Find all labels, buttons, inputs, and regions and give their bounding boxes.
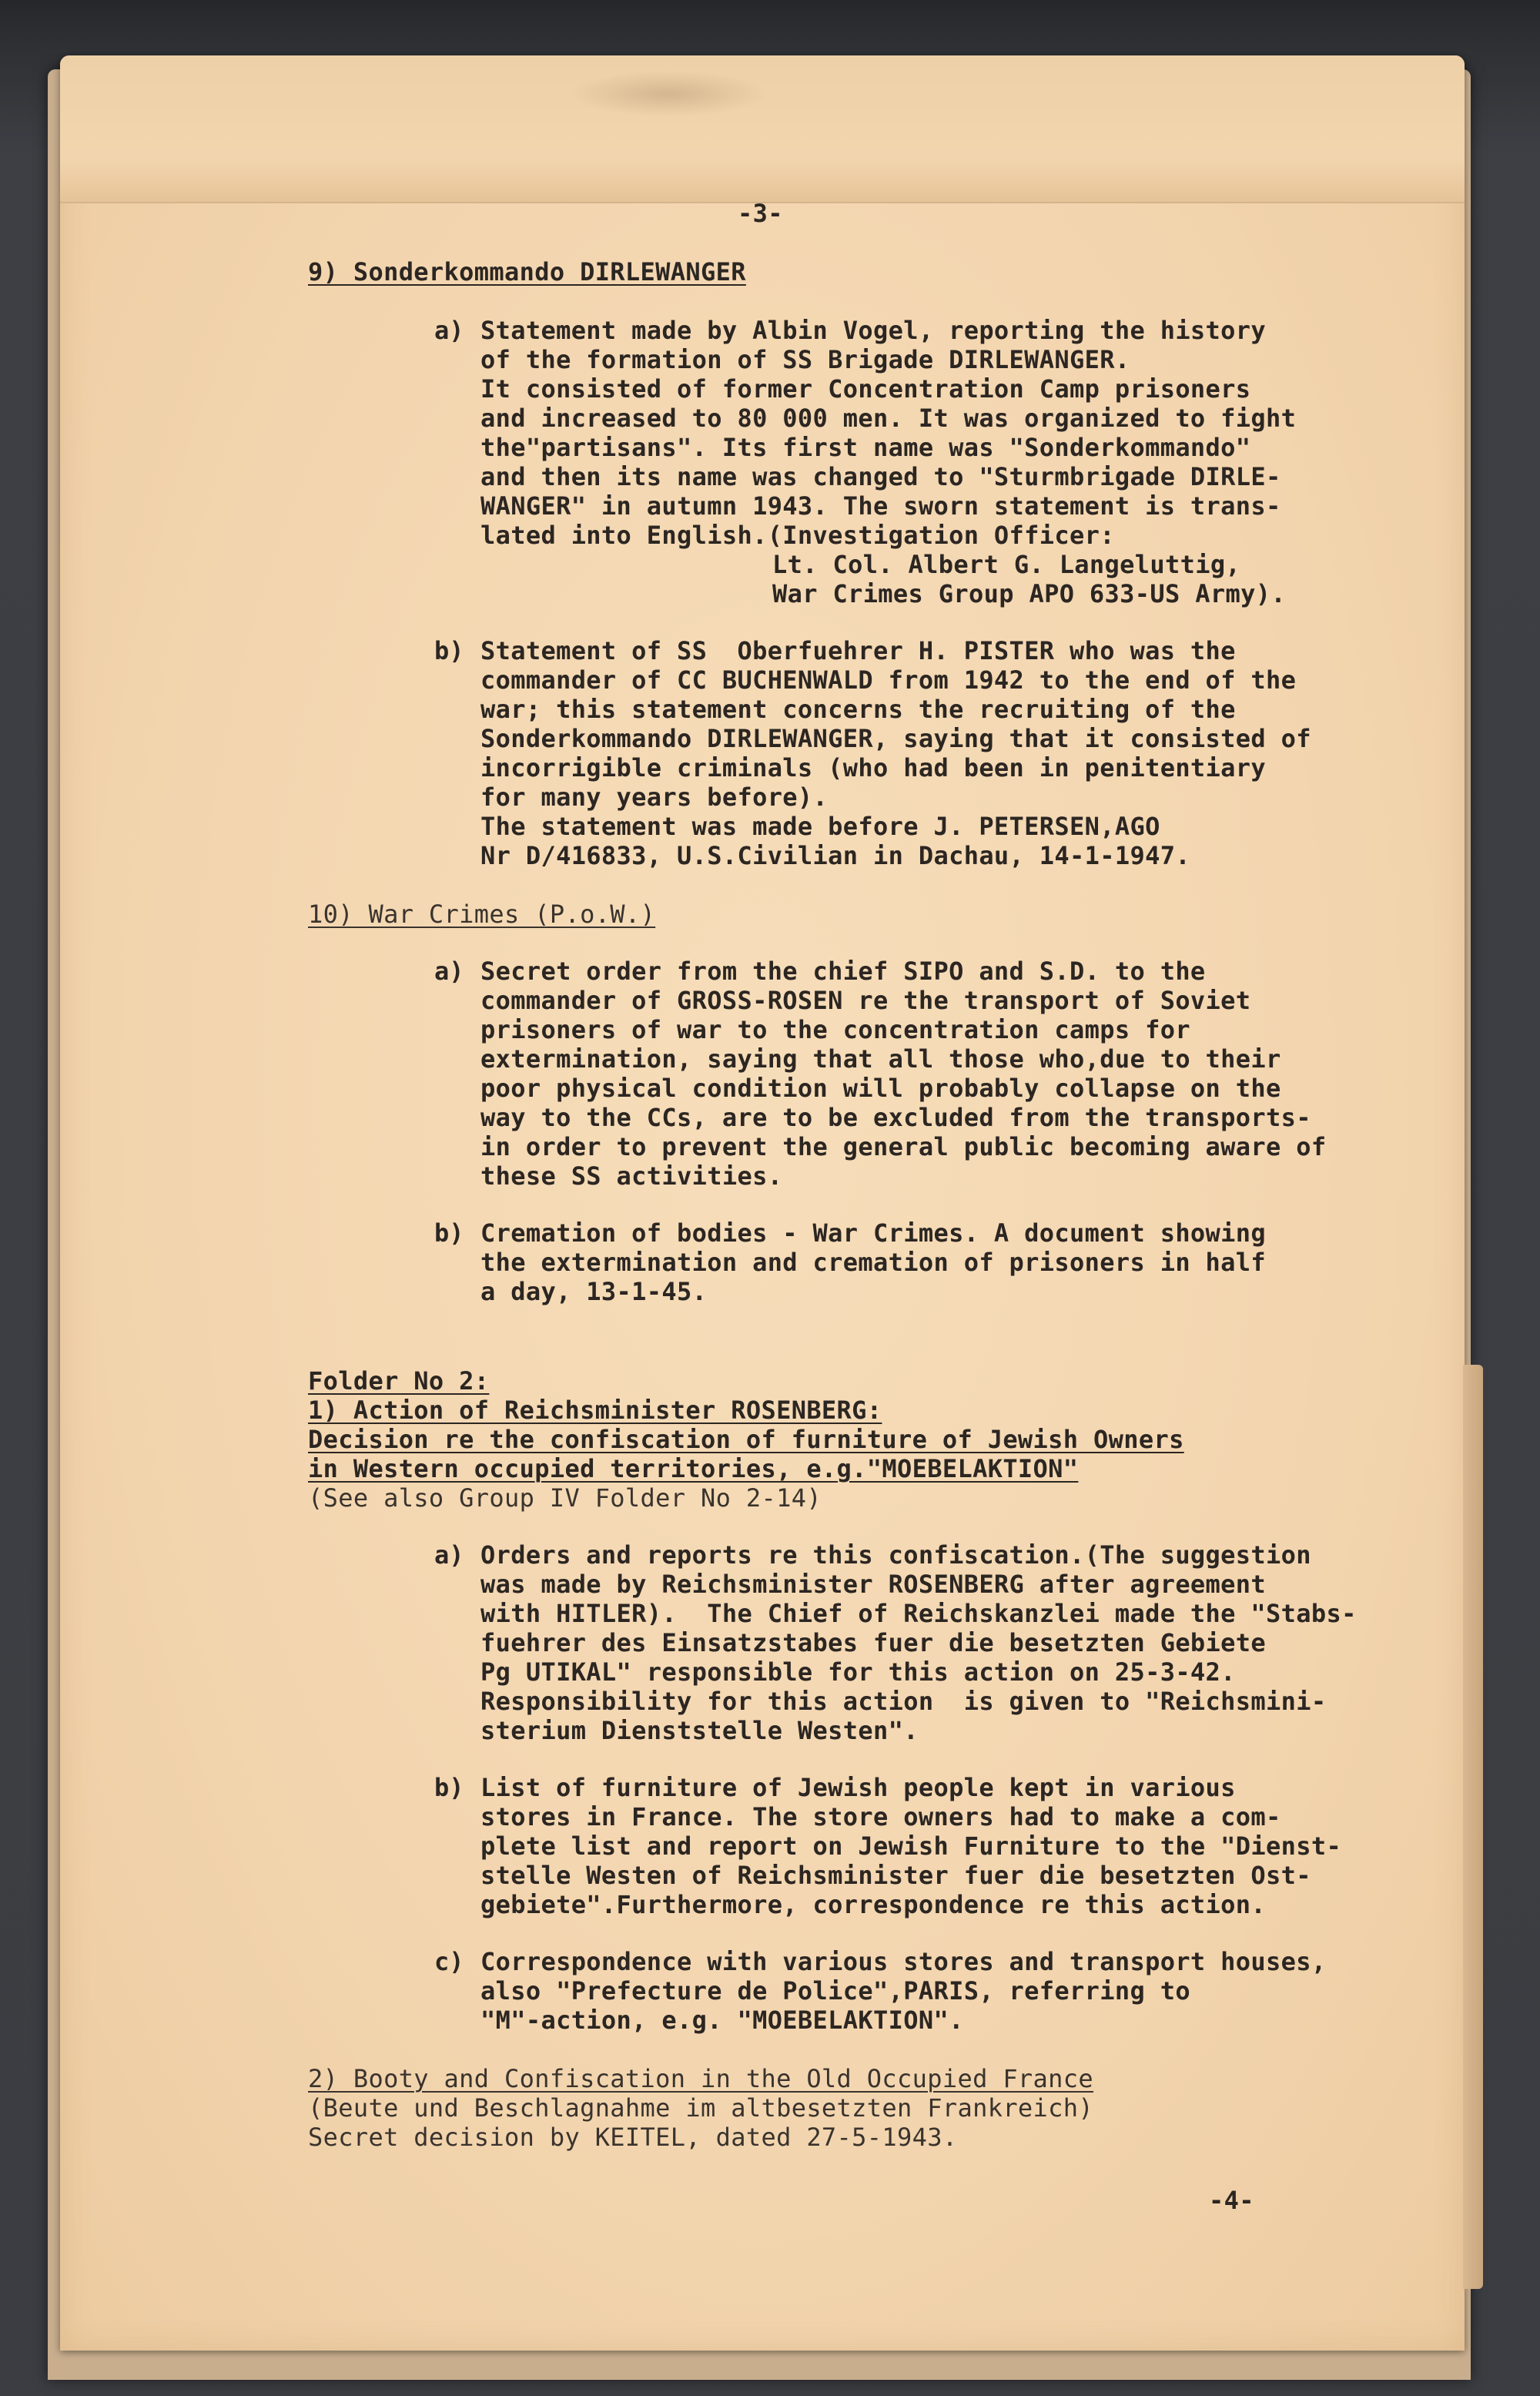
text-line: It consisted of former Concentration Camp prisoners [480, 374, 1251, 404]
text-line: gebiete".Furthermore, correspondence re this action. [480, 1890, 1267, 1919]
heading-line: 1) Action of Reichsminister ROSENBERG: [308, 1396, 882, 1425]
binding-stain [568, 71, 768, 117]
text-line: stores in France. The store owners had to make a com- [480, 1802, 1281, 1831]
text-line: incorrigible criminals (who had been in penitentiary [480, 753, 1267, 782]
section-10-item-a-marker: a) [434, 957, 464, 986]
text-line: extermination, saying that all those who,due to their [480, 1044, 1281, 1074]
text-line: (Beute und Beschlagnahme im altbesetzten Frankreich) [308, 2093, 1094, 2123]
text-line: Cremation of bodies - War Crimes. A document showing [480, 1218, 1267, 1248]
text-line: poor physical condition will probably collapse on the [480, 1074, 1281, 1103]
section-9-heading: 9) Sonderkommando DIRLEWANGER [308, 257, 746, 287]
folder-2-item-a-marker: a) [434, 1540, 464, 1570]
page-binding-strip [60, 55, 1465, 203]
text-line: with HITLER). The Chief of Reichskanzlei made the "Stabs- [480, 1599, 1357, 1628]
investigation-officer-line: War Crimes Group APO 633-US Army). [772, 579, 1286, 608]
section-9-item-b-marker: b) [434, 636, 464, 665]
section-10-heading: 10) War Crimes (P.o.W.) [308, 900, 656, 929]
text-line: Correspondence with various stores and transport houses, [480, 1947, 1327, 1976]
text-line: "M"-action, e.g. "MOEBELAKTION". [480, 2006, 964, 2035]
text-line: Pg UTIKAL" responsible for this action on 25-3-42. [480, 1657, 1236, 1687]
text-line: The statement was made before J. PETERSEN,AGO [480, 812, 1160, 841]
text-line: of the formation of SS Brigade DIRLEWANGER. [480, 345, 1130, 374]
text-line: a day, 13-1-45. [480, 1277, 708, 1306]
text-line: sterium Dienststelle Westen". [480, 1716, 919, 1745]
folder-2-item-c-marker: c) [434, 1947, 464, 1976]
text-line: Responsibility for this action is given to "Reichsmini- [480, 1687, 1327, 1716]
text-line: Sonderkommando DIRLEWANGER, saying that it consisted of [480, 724, 1311, 753]
text-line: prisoners of war to the concentration camps for [480, 1015, 1190, 1044]
text-line: also "Prefecture de Police",PARIS, referring to [480, 1976, 1190, 2006]
heading-line: Folder No 2: [308, 1366, 490, 1396]
text-line: Nr D/416833, U.S.Civilian in Dachau, 14-1-1947. [480, 841, 1190, 870]
text-line: was made by Reichsminister ROSENBERG after agreement [480, 1570, 1267, 1599]
folder-2-see-also: (See also Group IV Folder No 2-14) [308, 1483, 822, 1513]
text-line: way to the CCs, are to be excluded from the transports- [480, 1103, 1311, 1132]
text-line: and then its name was changed to "Sturmbrigade DIRLE- [480, 462, 1281, 491]
text-line: lated into English.(Investigation Officer: [480, 521, 1115, 550]
text-line: List of furniture of Jewish people kept in various [480, 1773, 1236, 1802]
heading-line: in Western occupied territories, e.g."MOEBELAKTION" [308, 1454, 1079, 1483]
page-number-bottom: -4- [1209, 2186, 1254, 2215]
text-line: plete list and report on Jewish Furniture to the "Dienst- [480, 1831, 1342, 1861]
investigation-officer-line: Lt. Col. Albert G. Langeluttig, [772, 550, 1241, 579]
text-line: the"partisans". Its first name was "Sonderkommando" [480, 433, 1251, 462]
text-line: Secret decision by KEITEL, dated 27-5-1943. [308, 2123, 958, 2152]
text-line: commander of GROSS-ROSEN re the transport of Soviet [480, 986, 1251, 1015]
heading-line: Decision re the confiscation of furniture of Jewish Owners [308, 1425, 1184, 1454]
text-line: for many years before). [480, 782, 829, 812]
section-9-item-a-marker: a) [434, 316, 464, 345]
page-right-edge [1463, 1365, 1483, 2289]
document-page [60, 55, 1465, 2351]
text-line: war; this statement concerns the recruiting of the [480, 695, 1236, 724]
text-line: Statement made by Albin Vogel, reporting the history [480, 316, 1267, 345]
text-line: WANGER" in autumn 1943. The sworn statement is trans- [480, 491, 1281, 521]
text-line: fuehrer des Einsatzstabes fuer die besetzten Gebiete [480, 1628, 1267, 1657]
text-line: these SS activities. [480, 1161, 783, 1191]
text-line: Orders and reports re this confiscation.(The suggestion [480, 1540, 1311, 1570]
folder-2-item-b-marker: b) [434, 1773, 464, 1802]
text-line: Secret order from the chief SIPO and S.D. to the [480, 957, 1206, 986]
text-line: the extermination and cremation of prisoners in half [480, 1248, 1267, 1277]
section-10-item-b-marker: b) [434, 1218, 464, 1248]
text-line: Statement of SS Oberfuehrer H. PISTER who was the [480, 636, 1236, 665]
section-2-heading: 2) Booty and Confiscation in the Old Occupied France [308, 2064, 1094, 2093]
text-line: and increased to 80 000 men. It was organized to fight [480, 404, 1297, 433]
text-line: commander of CC BUCHENWALD from 1942 to the end of the [480, 665, 1297, 695]
text-line: stelle Westen of Reichsminister fuer die besetzten Ost- [480, 1861, 1311, 1890]
text-line: in order to prevent the general public becoming aware of [480, 1132, 1327, 1161]
page-number-top: -3- [738, 199, 783, 228]
